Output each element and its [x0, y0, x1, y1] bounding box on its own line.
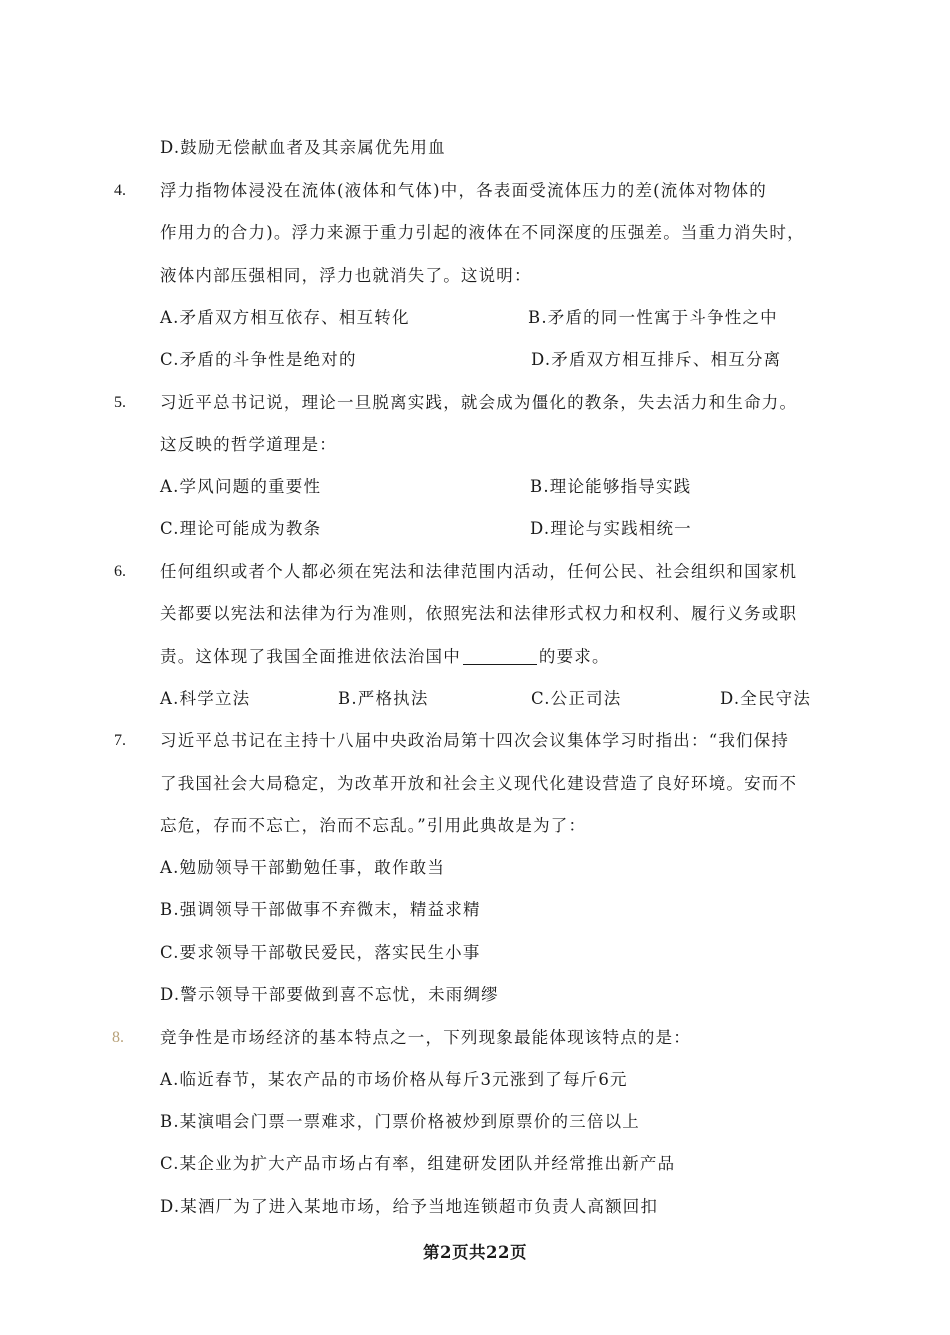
q6-number: 6. [114, 563, 126, 580]
q8-option-a: A.临近春节，某农产品的市场价格从每斤3元涨到了每斤6元 [160, 1070, 628, 1089]
q7-option-c: C.要求领导干部敬民爱民，落实民生小事 [160, 943, 481, 962]
q6-option-b: B.严格执法 [338, 689, 429, 708]
q4-option-c: C.矛盾的斗争性是绝对的 [160, 350, 357, 369]
q6-stem-line-3-post: 的要求。 [538, 647, 610, 666]
q4-number: 4. [114, 182, 126, 199]
q8-option-c: C.某企业为扩大产品市场占有率，组建研发团队并经常推出新产品 [160, 1154, 676, 1173]
q5-option-c: C.理论可能成为教条 [160, 519, 322, 538]
q5-number: 5. [114, 394, 126, 411]
q6-stem-line-3 [160, 646, 610, 668]
q4-stem-line-1: 浮力指物体浸没在流体(液体和气体)中，各表面受流体压力的差(流体对物体的 [160, 181, 768, 200]
q5-option-b: B.理论能够指导实践 [530, 477, 692, 496]
q8-option-b: B.某演唱会门票一票难求，门票价格被炒到原票价的三倍以上 [160, 1112, 640, 1131]
q4-option-a: A.矛盾双方相互依存、相互转化 [160, 308, 410, 327]
q3-option-d: D.鼓励无偿献血者及其亲属优先用血 [160, 138, 446, 157]
q6-stem-line-2: 关都要以宪法和法律为行为准则，依照宪法和法律形式权力和权利、履行义务或职 [160, 604, 798, 623]
q6-option-d: D.全民守法 [720, 689, 812, 708]
q7-option-b: B.强调领导干部做事不弃微末，精益求精 [160, 900, 481, 919]
q5-option-a: A.学风问题的重要性 [160, 477, 322, 496]
q8-number: 8. [112, 1029, 124, 1046]
page-number-footer: 第2页共22页 [423, 1243, 527, 1262]
q8-option-d: D.某酒厂为了进入某地市场，给予当地连锁超市负责人高额回扣 [160, 1197, 659, 1216]
q5-option-d: D.理论与实践相统一 [530, 519, 692, 538]
q5-stem-line-2: 这反映的哲学道理是： [160, 435, 337, 454]
q6-option-a: A.科学立法 [160, 689, 251, 708]
q7-option-a: A.勉励领导干部勤勉任事，敢作敢当 [160, 858, 446, 877]
q4-option-d: D.矛盾双方相互排斥、相互分离 [531, 350, 782, 369]
q7-stem-line-3: 忘危，存而不忘亡，治而不忘乱。”引用此典故是为了： [160, 816, 587, 835]
q6-stem-line-1: 任何组织或者个人都必须在宪法和法律范围内活动，任何公民、社会组织和国家机 [160, 562, 798, 581]
q7-stem-line-1: 习近平总书记在主持十八届中央政治局第十四次会议集体学习时指出：“我们保持 [160, 731, 790, 750]
q7-option-d: D.警示领导干部要做到喜不忘忧，未雨绸缪 [160, 985, 499, 1004]
q7-stem-line-2: 了我国社会大局稳定，为改革开放和社会主义现代化建设营造了良好环境。安而不 [160, 774, 798, 793]
q6-option-c: C.公正司法 [531, 689, 622, 708]
q6-stem-line-3-pre: 责。这体现了我国全面推进依法治国中 [160, 647, 461, 666]
q5-stem-line-1: 习近平总书记说，理论一旦脱离实践，就会成为僵化的教条，失去活力和生命力。 [160, 393, 798, 412]
q6-answer-blank [463, 647, 537, 665]
q4-stem-line-3: 液体内部压强相同，浮力也就消失了。这说明： [160, 266, 532, 285]
q4-option-b: B.矛盾的同一性寓于斗争性之中 [528, 308, 778, 327]
q8-stem-line-1: 竞争性是市场经济的基本特点之一，下列现象最能体现该特点的是： [160, 1028, 691, 1047]
q7-number: 7. [114, 732, 126, 749]
q4-stem-line-2: 作用力的合力)。浮力来源于重力引起的液体在不同深度的压强差。当重力消失时， [160, 223, 805, 242]
